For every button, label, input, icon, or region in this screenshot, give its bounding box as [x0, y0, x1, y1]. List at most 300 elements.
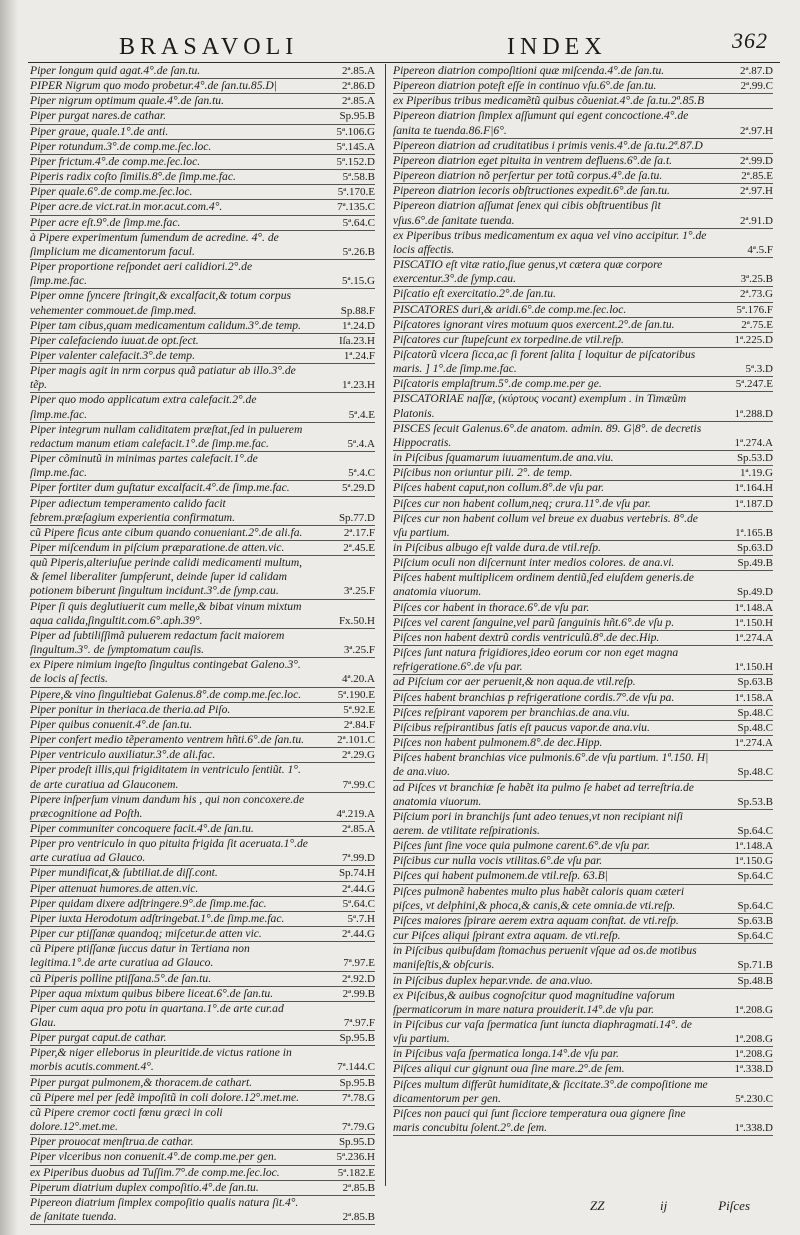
index-entry [393, 839, 773, 854]
entry-text: Piper ad ſubtiliſſimã puluerem redactum facit maiorem ſingultum.3°. de ſymptomatum cauſis. [30, 628, 285, 657]
index-entry [30, 1031, 375, 1046]
entry-reference: 3ª.25.F [343, 644, 375, 657]
entry-text: Piſces multum differũt humiditate,& ſiccitate.3°.de compoſitione me dicamentorum per gen. [393, 1077, 708, 1105]
entry-reference: 2ª.86.D [342, 80, 375, 93]
index-entry [30, 216, 375, 231]
entry-reference: Sp.63.B [737, 914, 773, 927]
entry-text: Piſces non habent pulmonem.8°.de dec.Hipp. [393, 736, 603, 750]
entry-reference: 2ª.85.B [342, 1181, 375, 1194]
running-header [105, 28, 770, 64]
entry-text: Piper cum aqua pro potu in quartana.1°.de arte cur.ad Glau. [30, 1001, 284, 1029]
index-entry [393, 1107, 773, 1136]
entry-reference: Sp.95.B [339, 1076, 375, 1089]
entry-text: Piper quidam dixere adſtringere.9°.de ſimp.me.fac. [30, 896, 267, 910]
entry-text: Pipereon diatrion compoſitioni quæ miſcenda.4°.de ſan.tu. [393, 64, 665, 77]
index-entry [30, 109, 375, 124]
entry-reference: 5ª.106.G [336, 125, 375, 138]
entry-text: quũ Piperis,alteriuſue perinde calidi medicamenti multum, & ſemel liberaliter ſumpſerunt, deinde ſuper id calidam potionem biberunt ſingultum incidunt.3°.de ſymp.cau. [30, 556, 303, 598]
entry-reference: 2ª.87.D [740, 65, 773, 77]
entry-text: cũ Pipere cremor cocti fœnu græci in coli dolore.12°.met.me. [30, 1105, 223, 1134]
entry-text: Piſces cur non habent collum vel breue ex duabus vertebris. 8°.de vſu partium. [393, 511, 698, 539]
entry-reference: 1ª.225.D [734, 333, 773, 346]
entry-reference: 4ª.219.A [336, 807, 375, 820]
entry-text: Piper acre.de vict.rat.in mor.acut.com.4°. [30, 200, 223, 214]
entry-reference: 5ª.26.B [342, 245, 375, 258]
entry-text: Piper valenter calefacit.3°.de temp. [30, 348, 195, 362]
entry-reference: 1ª.338.D [734, 1122, 773, 1135]
entry-reference: Sp.48.B [737, 974, 773, 987]
entry-text: in Piſcibus albugo eſt valde dura.de vtil.reſp. [393, 541, 601, 554]
index-entry [30, 1150, 375, 1165]
entry-reference: 5ª.29.D [342, 482, 375, 495]
entry-reference: Sp.88.F [340, 304, 375, 317]
index-entry [30, 1106, 375, 1135]
index-entry [30, 140, 375, 155]
index-entry [30, 260, 375, 289]
index-entry [30, 837, 375, 866]
entry-reference: 5ª.152.D [336, 155, 375, 168]
entry-text: Piſces non pauci qui ſunt ſicciore temperatura oua gignere ſine maris concubitu ſolent.2°.de ſem. [393, 1106, 686, 1135]
index-entry [30, 882, 375, 897]
entry-text: Piper cõminutũ in minimas partes calefacit.1°.de ſimp.me.fac. [30, 452, 258, 480]
index-entry [30, 897, 375, 912]
entry-text: PISCATORIAE naſſæ, (κύρτους vocant) exemplum . in Timæũm Platonis. [393, 392, 687, 420]
index-entry [30, 185, 375, 200]
entry-text: Piper,& niger elleborus in pleuritide.de victus ratione in morbis acutis.comment.4°. [30, 1046, 292, 1074]
entry-text: Piſces non habent dextrũ cordis ventriculũ.8°.de dec.Hip. [393, 630, 660, 644]
entry-text: Piſcatores ignorant vires motuum quos exercent.2°.de ſan.tu. [393, 317, 675, 331]
entry-text: Piper fortiter dum guſtatur excalfacit.4°.de ſimp.me.fac. [30, 481, 290, 495]
entry-reference: 2ª.45.E [343, 542, 375, 554]
entry-text: Pipereon diatrium ſimplex compoſitio qualis natura ſit.4°. de ſanitate tuenda. [30, 1195, 299, 1224]
entry-text: Piper purgat caput.de cathar. [30, 1031, 167, 1045]
entry-text: Piſcium pori in branchijs ſunt adeo tenues,vt non recipiant niſi aerem. de vtilitate reſpirationis. [393, 809, 684, 837]
index-entry [30, 748, 375, 763]
index-entry [393, 675, 773, 690]
index-entry [30, 1002, 375, 1031]
index-entry [393, 721, 773, 736]
entry-reference: Sp.48.C [737, 706, 773, 719]
entry-text: Piper proportione reſpondet aeri calidiori.2°.de ſimp.me.fac. [30, 260, 253, 288]
index-entry [30, 526, 375, 541]
index-entry [30, 1046, 375, 1075]
entry-text: ex Piperibus duobus ad Tuſſim.7°.de comp.me.ſec.loc. [30, 1165, 280, 1179]
entry-reference: 2ª.85.B [342, 1211, 375, 1224]
entry-text: Piſces habent branchias p refrigeratione cordis.7°.de vſu pa. [393, 690, 675, 704]
index-entry [30, 942, 375, 971]
entry-reference: 2ª.99.C [740, 80, 773, 93]
index-entry [30, 1135, 375, 1150]
signature-number: ij [660, 1198, 668, 1213]
entry-text: Piſcibus cur nulla vocis vtilitas.6°.de vſu par. [393, 854, 603, 868]
index-entry [393, 631, 773, 646]
page-footer [590, 1198, 780, 1218]
index-entry [393, 781, 773, 810]
entry-reference: 4ª.20.A [342, 673, 375, 686]
entry-reference: Sp.77.D [338, 511, 375, 524]
entry-text: Piſces pulmonẽ habentes multo plus habẽt caloris quam cæteri piſces, vt delphini,& phoca,& canis,& cete omnia.de vti.reſp. [393, 884, 685, 912]
entry-text: Piper tam cibus,quam medicamentum calidum.3°.de temp. [30, 318, 301, 332]
entry-reference: 2ª.85.A [342, 95, 375, 108]
entry-reference: 5ª.4.E [348, 408, 375, 421]
index-entry [30, 733, 375, 748]
index-entry [30, 688, 375, 703]
entry-text: Piper rotundum.3°.de comp.me.ſec.loc. [30, 139, 212, 153]
index-entry [30, 319, 375, 334]
index-entry [30, 658, 375, 687]
entry-text: Piper aqua mixtum quibus bibere liceat.6°.de ſan.tu. [30, 986, 274, 1000]
entry-reference: 2ª.99.B [342, 987, 375, 1000]
entry-reference: 4ª.5.F [747, 243, 773, 256]
index-entry [393, 929, 773, 944]
index-entry [393, 451, 773, 466]
index-entry [393, 1078, 773, 1107]
entry-text: Piper attenuat humores.de atten.vic. [30, 881, 199, 895]
entry-reference: 3ª.25.B [740, 273, 773, 286]
entry-text: Pipereon diatrion nõ perſertur per totũ corpus.4°.de ſa.tu. [393, 169, 663, 183]
index-entry [30, 481, 375, 496]
index-entry [30, 822, 375, 837]
entry-reference: 3ª.25.F [343, 585, 375, 598]
entry-text: ex Piperibus tribus medicamẽtũ quibus cõueniat.4°.de ſa.tu.2ª.85.B [393, 94, 705, 108]
index-entry [30, 556, 375, 599]
entry-text: Pipereon diatrion eget pituita in ventrem defluens.6°.de ſa.t. [393, 153, 673, 167]
entry-text: Piper communiter concoquere facit.4°.de ſan.tu. [30, 821, 254, 835]
entry-text: Piper cur ptiſſanæ quandoq; miſcetur.de atten vic. [30, 927, 262, 941]
index-entry [30, 125, 375, 140]
entry-reference: 2ª.84.F [343, 718, 375, 731]
index-entry [30, 763, 375, 792]
index-entry [30, 79, 375, 94]
index-entry [393, 497, 773, 512]
page-number: 362 [732, 28, 768, 53]
entry-text: Piſces vel carent ſanguine,vel parũ ſanguinis hñt.6°.de vſu p. [393, 615, 675, 629]
entry-text: Piper nigrum optimum quale.4°.de ſan.tu. [30, 94, 224, 108]
entry-text: cũ Pipere ptiſſanæ ſuccus datur in Tertiana non legitima.1°.de arte curatiua ad Glauco. [30, 942, 250, 970]
entry-text: Piper prouocat menſtrua.de cathar. [30, 1135, 194, 1149]
index-entry [393, 481, 773, 496]
entry-reference: 2ª.85.E [741, 170, 773, 183]
entry-text: Piſces habent multiplicem ordinem dentiũ,ſed eiuſdem generis.de anatomia viuorum. [393, 571, 694, 599]
index-entry [393, 466, 773, 481]
entry-text: PISCATIO eſt vitæ ratio,ſiue genus,vt cætera quæ corpore exercentur.3°.de ſymp.cau. [393, 258, 663, 286]
entry-reference: 5ª.230.C [735, 1092, 773, 1105]
entry-text: Piſces habent branchias vice pulmonis.6°.de vſu partium. 1ª.150. H| de ana.viuo. [393, 751, 709, 779]
entry-reference: 1ª.208.G [734, 1003, 773, 1016]
entry-reference: 1ª.208.G [734, 1048, 773, 1061]
index-entry [393, 646, 773, 675]
entry-text: Piper adiectum temperamento calido facit febrem.præſagium experientia confirmatum. [30, 496, 236, 524]
entry-reference: Sp.49.B [737, 557, 773, 570]
entry-text: Pipereon diatrion iecoris obſtructiones expedit.6°.de ſan.tu. [393, 184, 670, 198]
entry-reference: Sp.48.C [737, 721, 773, 734]
entry-reference: Sp.95.D [338, 1136, 375, 1149]
entry-text: Piſcium oculi non diſcernunt inter medios colores. de ana.vi. [393, 556, 675, 570]
entry-text: Piper ponitur in theriaca.de theria.ad Piſo. [30, 702, 231, 716]
entry-reference: 5ª.145.A [336, 140, 375, 153]
entry-text: Piper acre eſt.9°.de ſimp.me.fac. [30, 215, 181, 229]
entry-reference: 7ª.144.C [337, 1061, 375, 1074]
index-entry [393, 736, 773, 751]
entry-text: Piſces reſpirant vaporem per branchias.de ana.viu. [393, 705, 630, 719]
header-author: BRASAVOLI [119, 34, 299, 60]
entry-reference: 2ª.99.D [740, 154, 773, 167]
entry-text: Piper magis agit in nrm corpus quã patiatur ab illo.3°.de tẽp. [30, 364, 296, 392]
entry-text: PIPER Nigrum quo modo probetur.4°.de ſan.tu.85.D| [30, 79, 277, 93]
entry-text: Piperis radix coſto ſimilis.8°.de ſimp.me.fac. [30, 170, 236, 184]
index-entry [30, 912, 375, 927]
entry-reference: 5ª.247.E [735, 378, 773, 391]
index-entry [30, 927, 375, 942]
entry-reference: 2ª.97.H [740, 124, 773, 137]
entry-reference: Sp.74.H [338, 867, 375, 880]
entry-text: Piper quibus conuenit.4°.de ſan.tu. [30, 717, 193, 731]
entry-reference: 7ª.135.C [337, 201, 375, 214]
index-entry [393, 169, 773, 184]
column-divider [385, 64, 386, 1186]
index-entry [393, 1047, 773, 1062]
index-entry [393, 616, 773, 631]
entry-text: Piſcibus non oriuntur pili. 2°. de temp. [393, 466, 573, 480]
entry-reference: 7ª.97.F [343, 1017, 375, 1029]
index-entry [393, 1018, 773, 1047]
index-entry [393, 318, 773, 333]
index-entry [393, 199, 773, 228]
entry-reference: 2ª.92.D [342, 972, 375, 985]
entry-reference: 2ª.75.E [741, 318, 773, 331]
entry-text: Piper quo modo applicatum extra calefacit.2°.de ſimp.me.fac. [30, 393, 257, 421]
entry-text: Piper iuxta Herodotum adſtringebat.1°.de ſimp.me.fac. [30, 911, 285, 925]
entry-text: ad Piſces vt branchiæ ſe habẽt ita pulmo ſe habet ad terreſtria.de anatomia viuorum. [393, 780, 694, 808]
index-entry [30, 393, 375, 422]
entry-text: Piper purgat nares.de cathar. [30, 109, 166, 123]
entry-reference: Fx.50.H [338, 614, 375, 627]
entry-text: Piper prodeſt illis,qui frigiditatem in ventriculo ſentiũt. 1°. de arte curatiua ad Glauconem. [30, 763, 301, 791]
entry-text: Piſces qui habent pulmonem.de vtil.reſp. 63.B| [393, 869, 608, 883]
index-entry [30, 1181, 375, 1196]
entry-reference: 5ª.15.G [342, 275, 375, 288]
entry-text: Piſcatores cur ſtupeſcunt ex torpedine.de vtil.reſp. [393, 332, 624, 346]
index-entry [393, 422, 773, 451]
index-entry [30, 200, 375, 215]
entry-reference: 5ª.64.C [342, 897, 375, 910]
index-entry [30, 334, 375, 349]
entry-reference: 2ª.97.H [740, 185, 773, 198]
entry-text: cũ Pipere ficus ante cibum quando conueniant.2°.de ali.fa. [30, 525, 303, 539]
index-entry [393, 348, 773, 377]
entry-reference: Iſa.23.H [338, 334, 375, 347]
entry-reference: Sp.63.D [736, 542, 773, 554]
index-entry [393, 810, 773, 839]
entry-text: Piper frictum.4°.de comp.me.ſec.loc. [30, 154, 201, 168]
index-entry [30, 1166, 375, 1181]
entry-reference: 5ª.4.C [348, 467, 375, 480]
entry-text: Piſces cur non habent collum,neq; crura.11°.de vſu par. [393, 496, 651, 510]
entry-reference: 1ª.338.D [734, 1063, 773, 1076]
entry-reference: Sp.64.C [737, 899, 773, 912]
index-entry [30, 600, 375, 629]
entry-reference: 7ª.97.E [343, 957, 375, 970]
index-entry [30, 170, 375, 185]
entry-text: Pipereon diatrion aſſumat ſenex qui cibis obſtruentibus ſit vſus.6°.de ſanitate tuenda. [393, 199, 661, 227]
index-entry [30, 497, 375, 526]
entry-text: Piper longum quid agat.4°.de ſan.tu. [30, 64, 201, 77]
index-entry [30, 64, 375, 79]
index-entry [393, 541, 773, 556]
entry-reference: 1ª.150.H [734, 616, 773, 629]
index-entry [393, 94, 773, 109]
entry-text: Piper miſcendum in piſcium præparatione.de atten.vic. [30, 541, 285, 554]
entry-text: Piſces maiores ſpirare aerem extra aquam conſtat. de vti.reſp. [393, 913, 679, 927]
index-entry [30, 972, 375, 987]
index-entry [393, 556, 773, 571]
entry-text: Piſcatio eſt exercitatio.2°.de ſan.tu. [393, 287, 556, 301]
index-entry [393, 229, 773, 258]
index-entry [393, 751, 773, 780]
entry-text: Piſces ſunt natura frigidiores,ideo eorum cor non eget magna refrigeratione.6°.de vſu par. [393, 646, 679, 674]
entry-reference: Sp.48.C [737, 766, 773, 779]
index-entry [393, 392, 773, 421]
entry-reference: 2ª.44.G [342, 928, 375, 941]
index-entry [30, 866, 375, 881]
entry-reference: 1ª.24.D [342, 319, 375, 332]
index-entry [30, 793, 375, 822]
entry-text: Piſces habent caput,non collum.8°.de vſu par. [393, 481, 605, 495]
index-entry [30, 987, 375, 1002]
index-entry [393, 571, 773, 600]
index-entry [30, 452, 375, 481]
index-entry [393, 854, 773, 869]
entry-text: in Piſcibus duplex hepar.vnde. de ana.viuo. [393, 973, 593, 987]
entry-reference: 5ª.190.E [337, 688, 375, 701]
entry-text: Piper ventriculo auxiliatur.3°.de ali.fac. [30, 748, 216, 762]
entry-reference: 1ª.274.A [734, 737, 773, 750]
entry-reference: 2ª.91.D [740, 214, 773, 227]
entry-reference: 5ª.3.D [745, 363, 773, 376]
index-entry [30, 541, 375, 556]
entry-reference: 2ª.44.G [342, 882, 375, 895]
index-entry [393, 512, 773, 541]
index-entry [393, 64, 773, 79]
entry-reference: 1ª.19.G [740, 467, 773, 480]
entry-reference: 1ª.148.A [734, 601, 773, 614]
entry-reference: 1ª.274.A [734, 631, 773, 644]
index-entry [393, 139, 773, 154]
entry-text: Piper quale.6°.de comp.me.ſec.loc. [30, 185, 193, 199]
entry-reference: 7ª.79.G [342, 1121, 375, 1134]
entry-text: cũ Pipere mel per ſedẽ impoſitũ in coli dolore.12°.met.me. [30, 1090, 300, 1104]
entry-reference: 7ª.99.C [342, 778, 375, 791]
signature-mark: ZZ [590, 1198, 605, 1213]
index-entry [30, 364, 375, 393]
index-entry [393, 377, 773, 392]
entry-text: Piper purgat pulmonem,& thoracem.de cathart. [30, 1075, 253, 1089]
catchword: Piſces [718, 1198, 750, 1213]
index-entry [393, 944, 773, 973]
entry-text: Pipereon diatrion ad cruditatibus i primis venis.4°.de ſa.tu.2ª.87.D [393, 138, 703, 152]
entry-text: Piper integrum nullam caliditatem præſtat,ſed in puluerem redactum manum etiam calefacit.1°.de ſimp.me.fac. [30, 422, 303, 450]
index-entry [30, 1091, 375, 1106]
entry-reference: 5ª.4.A [347, 437, 375, 450]
entry-text: Piperum diatrium duplex compoſitio.4°.de ſan.tu. [30, 1180, 259, 1194]
entry-text: Piſcatoris emplaſtrum.5°.de comp.me.per ge. [393, 377, 602, 391]
entry-text: Piper ſi quis deglutiuerit cum melle,& bibat vinum mixtum aqua calida,ſingultit.com.6°.aph.39°. [30, 599, 302, 627]
entry-reference: 1ª.164.H [734, 482, 773, 495]
entry-text: Piſcibus reſpirantibus ſatis eſt paucus vapor.de ana.viu. [393, 720, 650, 734]
entry-reference: 1ª.24.F [343, 349, 375, 362]
index-entry [393, 989, 773, 1018]
entry-text: Piſces aliqui cur gignunt oua ſine mare.2°.de ſem. [393, 1062, 625, 1076]
entry-text: Piper confert medio tẽperamento ventrem hñti.6°.de ſan.tu. [30, 733, 305, 747]
entry-text: Pipere,& vino ſingultiebat Galenus.8°.de comp.me.ſec.loc. [30, 687, 302, 701]
entry-reference: 2ª.101.C [337, 734, 375, 747]
entry-text: cur Piſces aliqui ſpirant extra aquam. de vti.reſp. [393, 929, 621, 943]
entry-text: Pipereon diatrion ſimplex aſſumunt qui egent concoctione.4°.de ſanita te tuenda.86.F|6°. [393, 109, 689, 137]
entry-text: in Piſcibus ſquamarum iuuamentum.de ana.viu. [393, 451, 614, 465]
entry-text: Piſces cor habent in thorace.6°.de vſu par. [393, 600, 590, 614]
right-column [393, 64, 773, 1186]
header-title: INDEX [507, 34, 607, 60]
entry-reference: 5ª.170.E [337, 186, 375, 199]
left-column [30, 64, 375, 1224]
index-entry [30, 155, 375, 170]
entry-reference: 1ª.274.A [734, 436, 773, 449]
entry-text: Piper pro ventriculo in quo pituita frigida ſit aceruata.1°.de arte curatiua ad Glauco. [30, 837, 308, 865]
entry-text: Piper vlceribus non conuenit.4°.de comp.me.per gen. [30, 1150, 277, 1164]
entry-reference: Sp.95.B [339, 110, 375, 123]
index-entry [393, 109, 773, 138]
entry-text: PISCATORES duri,& aridi.6°.de comp.me.ſec.loc. [393, 302, 627, 316]
entry-text: Piper omne ſyncere ſtringit,& excalfacit,& totum corpus vehementer commouet.de ſimp.med. [30, 289, 292, 317]
entry-reference: 5ª.236.H [336, 1151, 375, 1164]
entry-reference: 5ª.58.B [342, 171, 375, 184]
entry-reference: 1ª.150.G [734, 855, 773, 868]
entry-reference: 1ª.165.B [735, 526, 773, 539]
index-entry [393, 287, 773, 302]
entry-text: Pipereon diatrion poteſt eſſe in continuo vſu.6°.de ſan.tu. [393, 79, 657, 93]
entry-text: Piper graue, quale.1°.de anti. [30, 124, 169, 138]
entry-text: in Piſcibus cur vaſa ſpermatica ſunt iuncta diaphragmati.14°. de vſu partium. [393, 1018, 692, 1046]
header-rule [28, 62, 780, 63]
entry-reference: 5ª.7.H [347, 912, 375, 925]
entry-reference: 2ª.29.G [342, 749, 375, 762]
entry-reference: 5ª.182.E [337, 1166, 375, 1179]
index-entry [393, 885, 773, 914]
entry-reference: 1ª.208.G [734, 1033, 773, 1046]
index-entry [30, 231, 375, 260]
entry-text: ad Piſcium cor aer peruenit,& non aqua.de vtil.reſp. [393, 675, 636, 689]
entry-reference: 2ª.85.A [342, 822, 375, 835]
index-entry [30, 718, 375, 733]
index-entry [393, 333, 773, 348]
entry-reference: 1ª.187.D [734, 497, 773, 510]
index-entry [393, 974, 773, 989]
index-entry [30, 94, 375, 109]
entry-reference: 1ª.150.H [734, 661, 773, 674]
entry-text: Piper calefaciendo iuuat.de opt.ſect. [30, 333, 199, 347]
entry-text: in Piſcibus vaſa ſpermatica longa.14°.de vſu par. [393, 1047, 619, 1061]
entry-reference: 2ª.85.A [342, 65, 375, 77]
index-entry [393, 303, 773, 318]
index-entry [393, 691, 773, 706]
entry-reference: Sp.95.B [339, 1032, 375, 1045]
entry-reference: Sp.49.D [736, 586, 773, 599]
entry-text: Piſces ſunt ſine voce quia pulmone carent.6°.de vſu par. [393, 839, 650, 853]
entry-reference: Sp.64.C [737, 870, 773, 883]
index-entry [30, 423, 375, 452]
index-entry [393, 258, 773, 287]
index-entry [393, 706, 773, 721]
